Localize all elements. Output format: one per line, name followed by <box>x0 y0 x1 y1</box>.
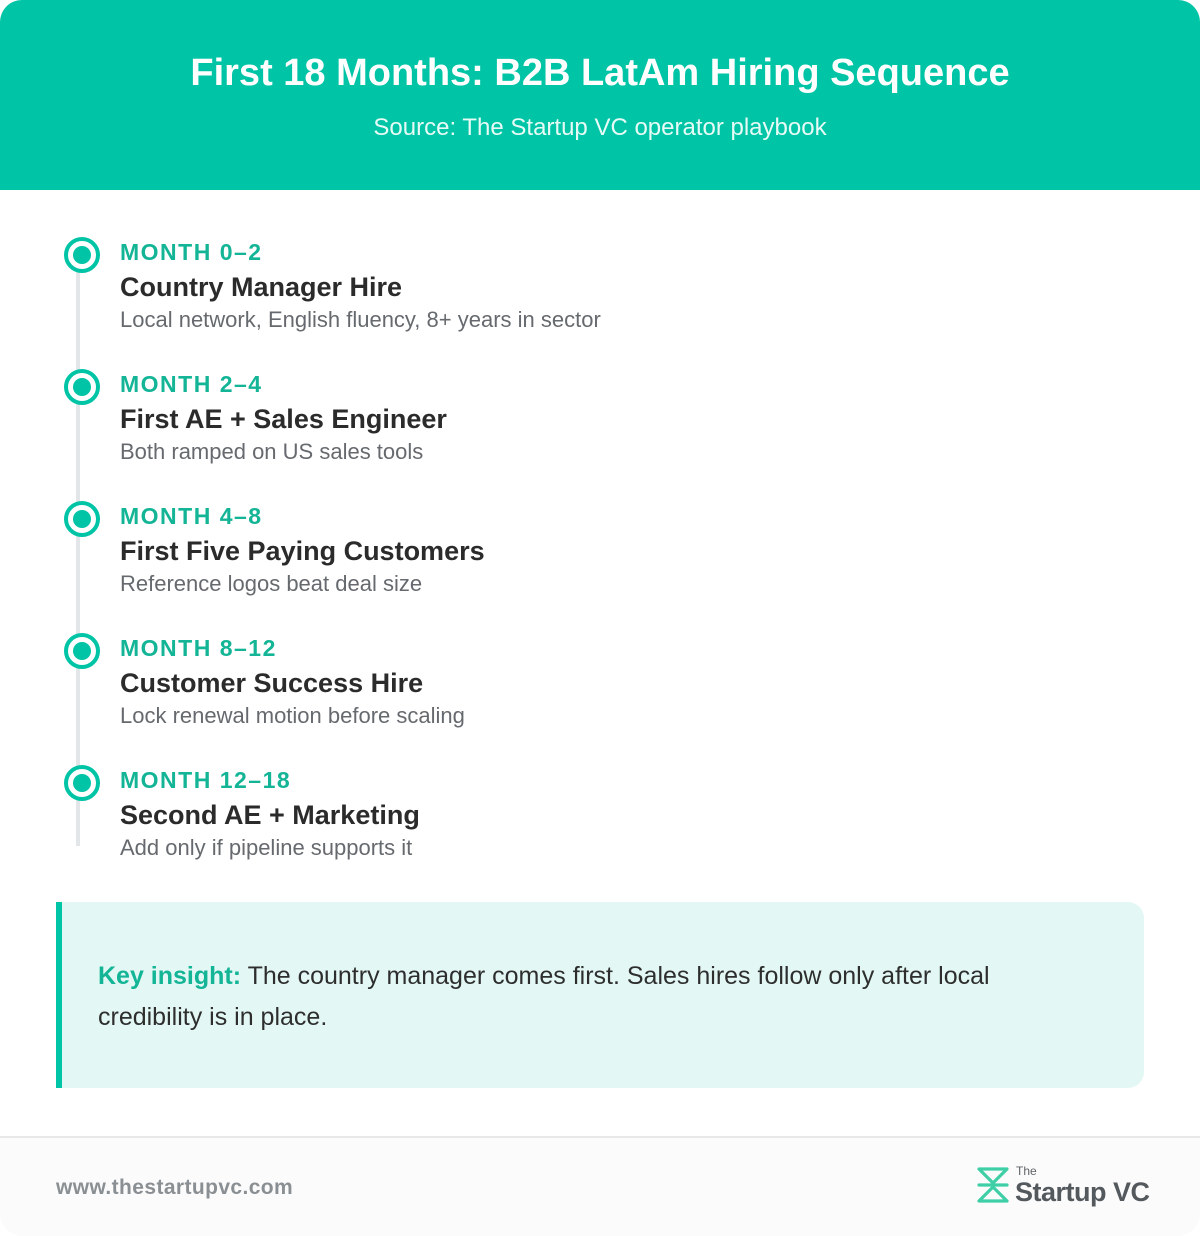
timeline-dot-icon <box>64 501 100 537</box>
timeline-phase: MONTH 8–12 <box>120 635 277 661</box>
logo-small-text: The <box>1016 1164 1037 1178</box>
timeline-item <box>0 586 1200 728</box>
timeline-description: Reference logos beat deal size <box>120 571 423 596</box>
page-title: First 18 Months: B2B LatAm Hiring Sequence <box>190 52 1010 94</box>
startupvc-logo <box>975 1164 1150 1210</box>
timeline-dot-icon <box>64 633 100 669</box>
header-banner <box>0 0 1200 190</box>
footer <box>0 1136 1200 1236</box>
timeline-description: Local network, English fluency, 8+ years in sector <box>120 307 601 332</box>
timeline-description: Lock renewal motion before scaling <box>120 703 465 728</box>
key-insight-label: Key insight: <box>98 962 242 990</box>
key-insight-text <box>98 956 1098 1038</box>
logo-brand-text: Startup VC <box>1015 1177 1150 1207</box>
timeline-description: Both ramped on US sales tools <box>120 439 424 464</box>
timeline-role: First Five Paying Customers <box>120 536 485 566</box>
timeline-dot-icon <box>64 237 100 273</box>
timeline-role: Customer Success Hire <box>120 668 424 698</box>
timeline-item <box>0 190 1200 332</box>
page-subtitle: Source: The Startup VC operator playbook <box>373 114 827 141</box>
hiring-timeline <box>0 190 1200 880</box>
startupvc-logo-icon <box>975 1166 1011 1204</box>
timeline-item <box>0 322 1200 464</box>
timeline-role: Second AE + Marketing <box>120 800 420 830</box>
timeline-phase: MONTH 0–2 <box>120 239 263 265</box>
key-insight-box <box>56 902 1144 1088</box>
timeline-role: First AE + Sales Engineer <box>120 404 447 434</box>
timeline-item <box>0 718 1200 860</box>
footer-url: www.thestartupvc.com <box>56 1176 294 1199</box>
timeline-phase: MONTH 4–8 <box>120 503 263 529</box>
key-insight-body: The country manager comes first. Sales hires follow only after local credibility is in place. <box>98 962 990 1031</box>
timeline-phase: MONTH 12–18 <box>120 767 292 793</box>
timeline-dot-icon <box>64 369 100 405</box>
timeline-role: Country Manager Hire <box>120 272 403 302</box>
timeline-dot-icon <box>64 765 100 801</box>
timeline-description: Add only if pipeline supports it <box>120 835 413 860</box>
timeline-item <box>0 454 1200 596</box>
timeline-phase: MONTH 2–4 <box>120 371 263 397</box>
